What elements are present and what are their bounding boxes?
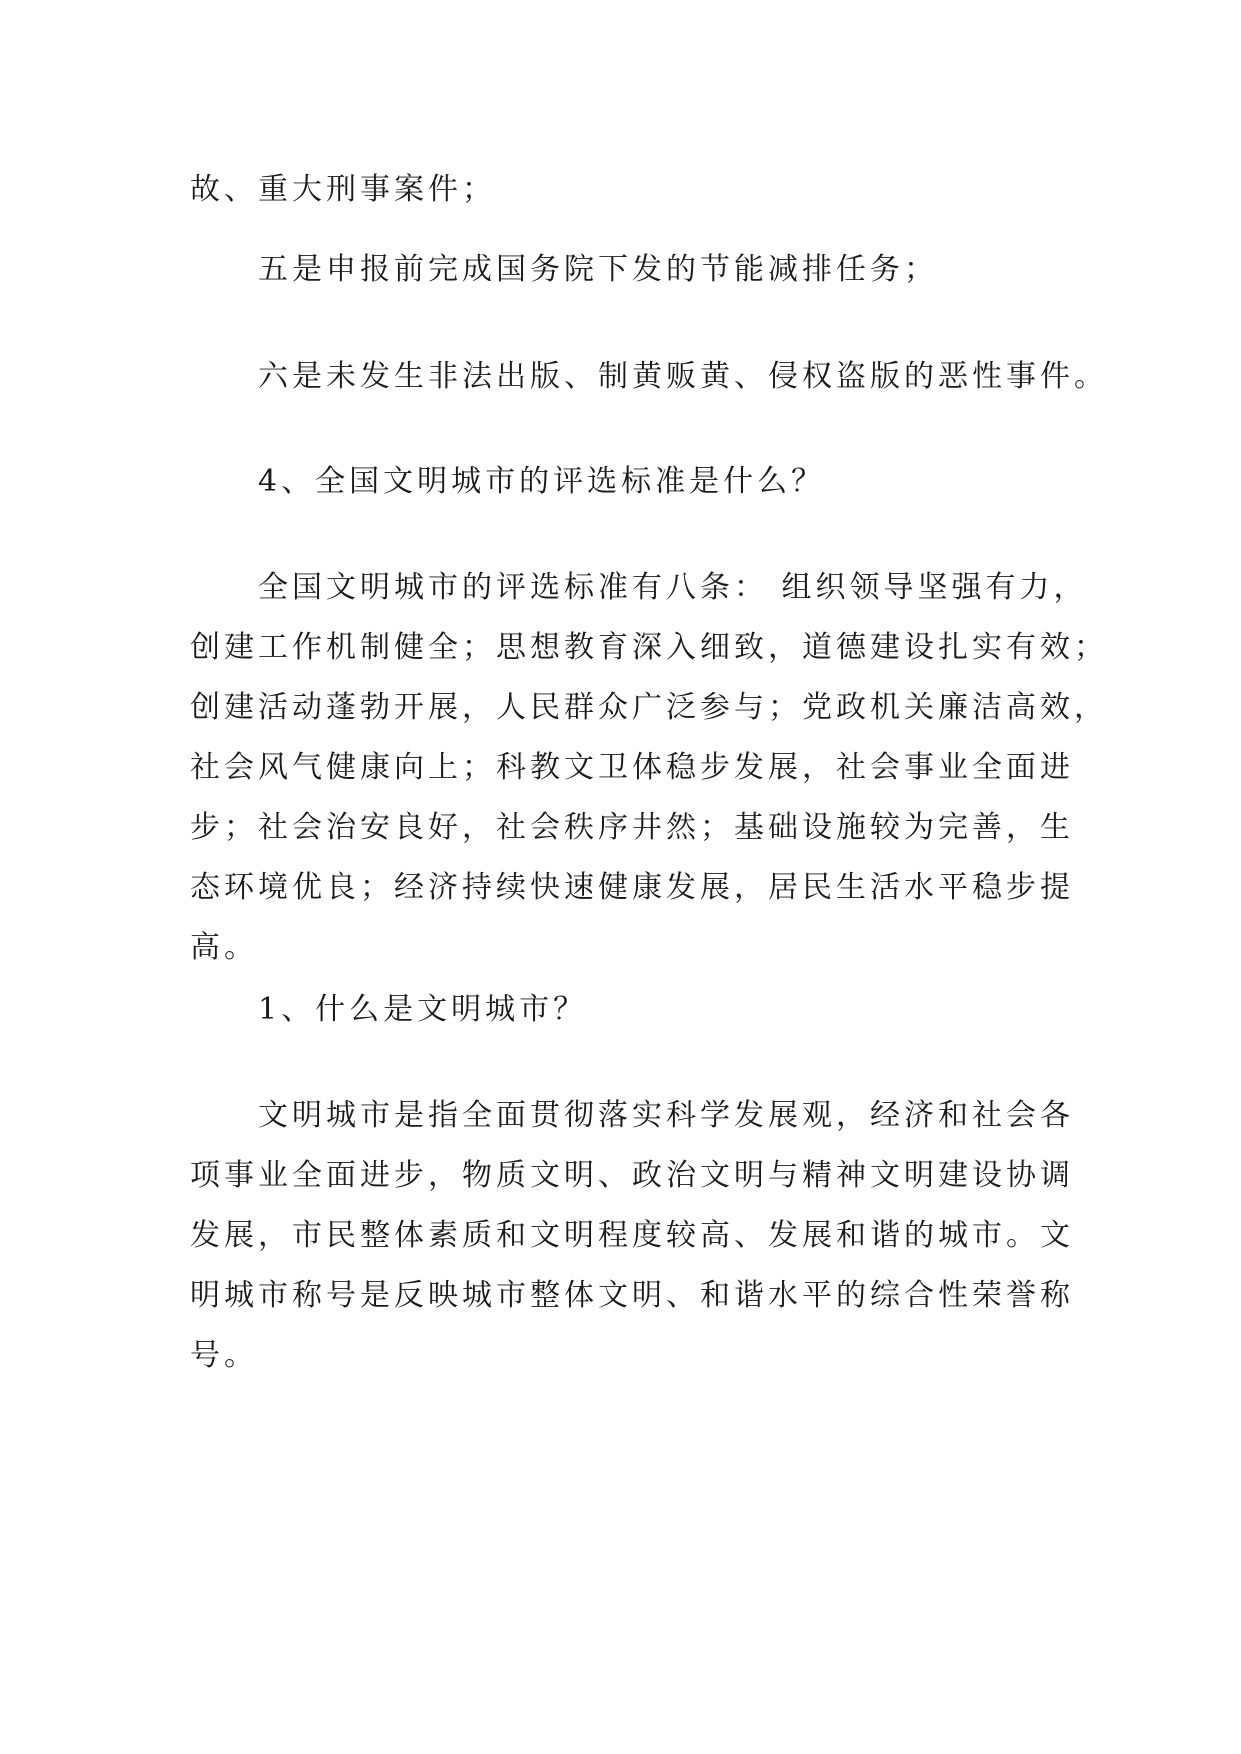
- text-line: 高。: [190, 930, 258, 965]
- text-line: 态环境优良；经济持续快速健康发展，居民生活水平稳步提: [190, 870, 1074, 905]
- paragraph-item-six: [258, 347, 1138, 407]
- text-line: 五是申报前完成国务院下发的节能减排任务；: [258, 252, 938, 287]
- paragraph-item-five: [258, 240, 1138, 300]
- text-line: 全国文明城市的评选标准有八条： 组织领导坚强有力，: [258, 570, 1088, 605]
- text-line: 创建活动蓬勃开展，人民群众广泛参与；党政机关廉洁高效，: [190, 690, 1108, 725]
- text-line: 故、重大刑事案件；: [190, 172, 496, 207]
- text-line: 社会风气健康向上；科教文卫体稳步发展，社会事业全面进: [190, 750, 1074, 785]
- text-line: 明城市称号是反映城市整体文明、和谐水平的综合性荣誉称: [190, 1278, 1074, 1313]
- text-line: 创建工作机制健全；思想教育深入细致，道德建设扎实有效；: [190, 630, 1108, 665]
- text-line: 项事业全面进步，物质文明、政治文明与精神文明建设协调: [190, 1158, 1074, 1193]
- section-heading-4: [258, 452, 1138, 512]
- text-line: 步；社会治安良好，社会秩序井然；基础设施较为完善，生: [190, 810, 1074, 845]
- paragraph-continuation: [190, 160, 1070, 220]
- section-heading-1: [258, 980, 1138, 1040]
- text-line: 六是未发生非法出版、制黄贩黄、侵权盗版的恶性事件。: [258, 359, 1108, 394]
- text-line: 发展，市民整体素质和文明程度较高、发展和谐的城市。文: [190, 1218, 1074, 1253]
- paragraph-standards: [190, 558, 1108, 978]
- text-line: 号。: [190, 1338, 258, 1373]
- heading-line: 4、全国文明城市的评选标准是什么？: [258, 464, 826, 499]
- text-line: 文明城市是指全面贯彻落实科学发展观，经济和社会各: [258, 1098, 1074, 1133]
- heading-line: 1、什么是文明城市？: [258, 992, 588, 1027]
- paragraph-definition: [190, 1086, 1074, 1386]
